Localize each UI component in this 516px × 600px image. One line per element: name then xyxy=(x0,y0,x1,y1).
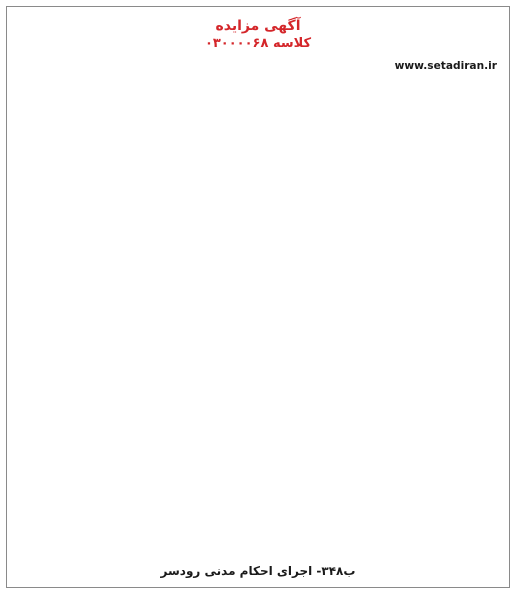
issuer-signature: ب۳۴۸- اجرای احکام مدنی رودسر xyxy=(160,564,356,578)
notice-header xyxy=(19,17,497,52)
auction-notice xyxy=(6,6,510,588)
setad-website-link[interactable]: www.setadiran.ir xyxy=(394,60,497,72)
case-number: کلاسه ۰۳۰۰۰۰۶۸ xyxy=(204,36,312,51)
notice-title: آگهی مزایده xyxy=(215,18,301,34)
notice-body xyxy=(19,58,497,76)
